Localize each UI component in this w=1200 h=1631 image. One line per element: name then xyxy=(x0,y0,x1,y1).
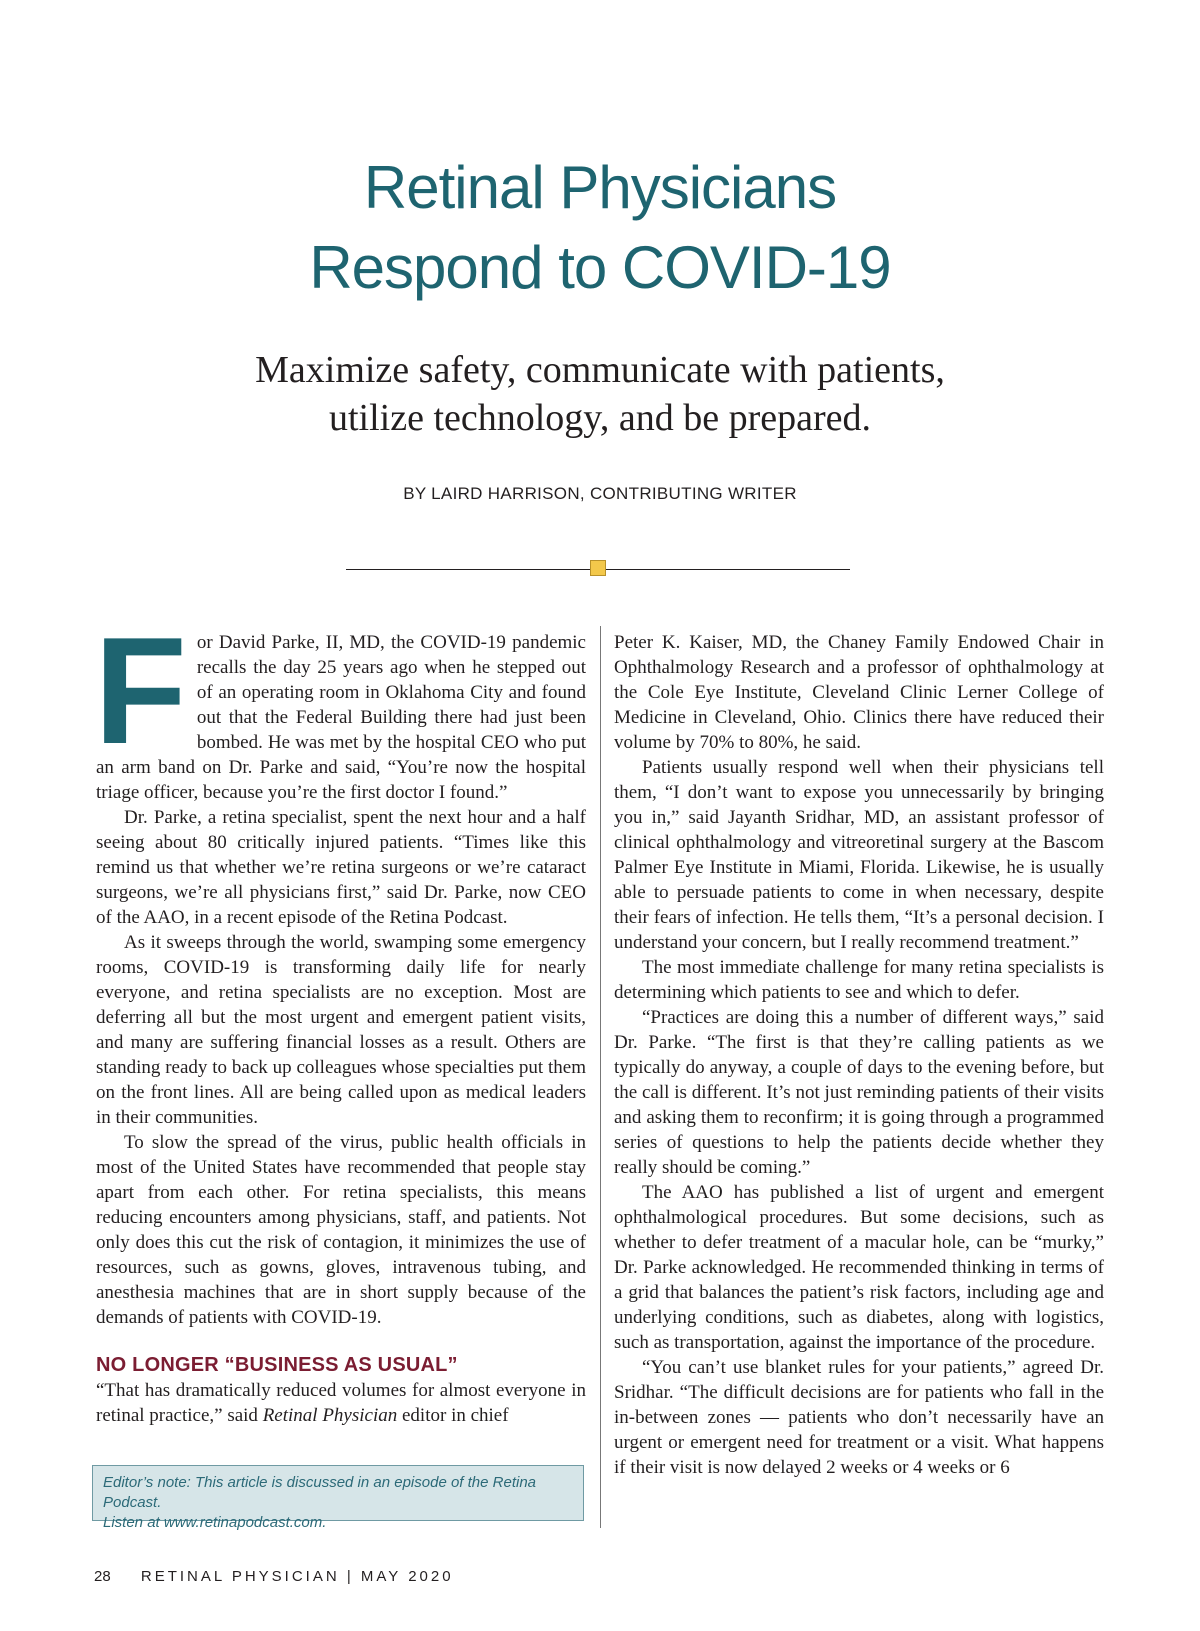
right-column xyxy=(614,630,1104,1480)
divider-square-ornament xyxy=(590,560,606,576)
byline: BY LAIRD HARRISON, CONTRIBUTING WRITER xyxy=(403,484,797,503)
paragraph: Peter K. Kaiser, MD, the Chaney Family Endowed Chair in Ophthalmology Research and a professor of ophthalmology at the Cole Eye Institute, Cleveland Clinic Lerner College of Medicine in Cleveland, Ohio. Clinics there have reduced their volume by 70% to 80%, he said. xyxy=(614,632,1104,753)
editor-note-line-2: Listen at www.retinapodcast.com. xyxy=(103,1514,327,1531)
left-column xyxy=(94,606,586,1428)
paragraph: Patients usually respond well when their physicians tell them, “I don’t want to expose you unnecessarily by bringing you in,” said Jayanth Sridhar, MD, an assistant professor of clinical ophthalmology and vitreoretinal surgery at the Bascom Palmer Eye Institute in Miami, Florida. Likewise, he is usually able to persuade patients to come in when necessary, despite their fears of infection. He tells them, “It’s a personal decision. I understand your concern, but I really recommend treatment.” xyxy=(614,757,1104,953)
paragraph: As it sweeps through the world, swamping some emergency rooms, COVID-19 is transforming daily life for nearly everyone, and retina specialists are no exception. Most are deferring all but the most urgent and emergent patient visits, and many are suffering financial losses as a result. Others are standing ready to back up colleagues whose specialties put them on the front lines. All are being called upon as medical leaders in their communities. xyxy=(96,932,586,1128)
paragraph: To slow the spread of the virus, public health officials in most of the United States have recommended that people stay apart from each other. For retina specialists, this means reducing encounters among physicians, staff, and patients. Not only does this cut the risk of contagion, it minimizes the use of resources, such as gowns, gloves, intravenous tubing, and anesthesia machines that are in short supply because of the demands of patients with COVID-19. xyxy=(96,1132,586,1328)
article-title xyxy=(0,148,1200,308)
editor-note-line-1: Editor’s note: This article is discussed in an episode of the Retina Podcast. xyxy=(103,1474,537,1511)
paragraph: The AAO has published a list of urgent and emergent ophthalmological procedures. But some decisions, such as whether to defer treatment of a macular hole, can be “murky,” Dr. Parke acknowledged. He recommended thinking in terms of a grid that balances the patient’s risk factors, including age and underlying conditions, such as diabetes, along with logistics, such as transportation, against the importance of the procedure. xyxy=(614,1182,1104,1353)
subtitle-line-2: utilize technology, and be prepared. xyxy=(329,397,871,439)
editor-note-box xyxy=(92,1465,584,1531)
section-subhead: NO LONGER “BUSINESS AS USUAL” xyxy=(96,1354,458,1376)
paragraph: The most immediate challenge for many retina specialists is determining which patients to see and which to defer. xyxy=(614,957,1104,1003)
paragraph: Dr. Parke, a retina specialist, spent the next hour and a half seeing about 80 critically injured patients. “Times like this remind us that whether we’re retina surgeons or we’re cataract surgeons, we’re all physicians first,” said Dr. Parke, now CEO of the AAO, in a recent episode of the Retina Podcast. xyxy=(96,807,586,928)
divider-rule-right xyxy=(606,569,850,570)
subtitle-line-1: Maximize safety, communicate with patients, xyxy=(255,349,945,391)
paragraph-text: or David Parke, II, MD, the COVID-19 pandemic recalls the day 25 years ago when he stepped out of an operating room in Oklahoma City and found out that the Federal Building there had just been bombed. He was met by the hospital CEO who put an arm band on Dr. Parke and said, “You’re now the hospital triage officer, because you’re the first doctor I found.” xyxy=(96,632,586,803)
paragraph-text: “That has dramatically reduced volumes for almost everyone in retinal practice,” said xyxy=(96,1380,586,1426)
title-line-1: Retinal Physicians xyxy=(363,154,837,221)
title-line-2: Respond to COVID-19 xyxy=(309,234,891,301)
paragraph xyxy=(94,606,586,805)
page-footer xyxy=(94,1568,454,1585)
paragraph: “Practices are doing this a number of different ways,” said Dr. Parke. “The first is that they’re calling patients as we typically do anyway, a couple of days to the evening before, but the call is different. It’s not just reminding patients of their visits and asking them to reconfirm; it is going through a programmed series of questions to help the patients decide whether they really should be coming.” xyxy=(614,1007,1104,1178)
publication-info: RETINAL PHYSICIAN | MAY 2020 xyxy=(140,1568,454,1585)
page-number: 28 xyxy=(94,1568,111,1585)
drop-cap: F xyxy=(94,606,187,776)
paragraph: “You can’t use blanket rules for your patients,” agreed Dr. Sridhar. “The difficult decisions are for patients who fall in the in-between zones — patients who don’t necessarily have an urgent or emergent need for treatment or a visit. What happens if their visit is now delayed 2 weeks or 4 weeks or 6 xyxy=(614,1357,1104,1478)
column-divider xyxy=(600,626,601,1528)
paragraph-text: editor in chief xyxy=(397,1405,509,1426)
divider-rule-left xyxy=(346,569,590,570)
paragraph xyxy=(96,1378,586,1428)
publication-name: Retinal Physician xyxy=(262,1405,398,1426)
article-subtitle xyxy=(0,346,1200,442)
